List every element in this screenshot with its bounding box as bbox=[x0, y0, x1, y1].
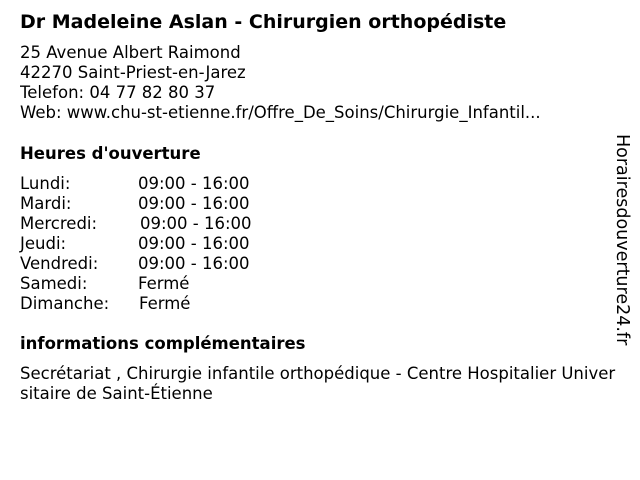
site-watermark: Horairesdouverture24.fr bbox=[612, 134, 632, 346]
time-value: Fermé bbox=[138, 274, 190, 293]
time-value: 09:00 - 16:00 bbox=[138, 254, 250, 273]
hours-heading: Heures d'ouverture bbox=[20, 144, 201, 163]
page-title: Dr Madeleine Aslan - Chirurgien orthopédiste bbox=[20, 11, 507, 33]
day-label: Dimanche: bbox=[20, 294, 110, 313]
street-address: 25 Avenue Albert Raimond bbox=[20, 43, 241, 62]
time-value: 09:00 - 16:00 bbox=[138, 194, 250, 213]
day-label: Samedi: bbox=[20, 274, 88, 293]
info-description: Secrétariat , Chirurgie infantile orthopédique - Centre Hospitalier Universitaire de Saint-Étienne bbox=[20, 364, 616, 403]
city-address: 42270 Saint-Priest-en-Jarez bbox=[20, 63, 246, 82]
contact-details bbox=[20, 43, 600, 123]
day-label: Mercredi: bbox=[20, 214, 98, 233]
time-value: Fermé bbox=[139, 294, 191, 313]
website-link[interactable]: Web: www.chu-st-etienne.fr/Offre_De_Soins/Chirurgie_Infantil... bbox=[20, 103, 541, 122]
day-label: Lundi: bbox=[20, 174, 71, 193]
phone-number: Telefon: 04 77 82 80 37 bbox=[20, 83, 216, 102]
time-value: 09:00 - 16:00 bbox=[138, 174, 250, 193]
day-label: Mardi: bbox=[20, 194, 72, 213]
time-value: 09:00 - 16:00 bbox=[140, 214, 252, 233]
time-value: 09:00 - 16:00 bbox=[138, 234, 250, 253]
day-label: Vendredi: bbox=[20, 254, 99, 273]
day-label: Jeudi: bbox=[20, 234, 67, 253]
info-heading: informations complémentaires bbox=[20, 334, 306, 353]
